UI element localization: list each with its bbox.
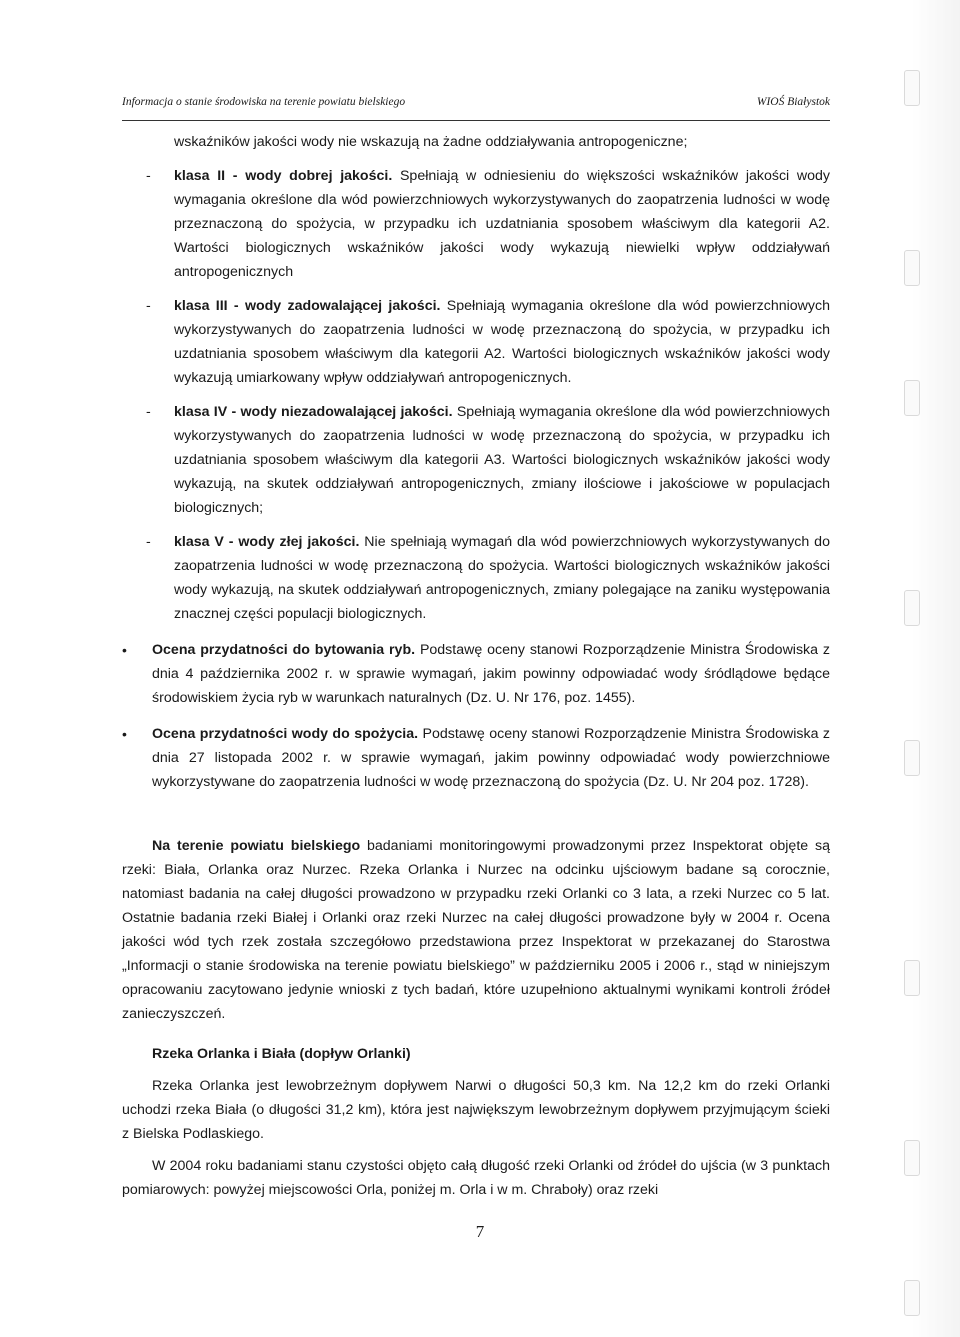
page-edge-shadow: [912, 0, 960, 1337]
binder-hole: [904, 1280, 920, 1316]
page-header: [122, 92, 830, 121]
binder-hole: [904, 70, 920, 106]
binder-hole: [904, 380, 920, 416]
class-list-item: [122, 294, 830, 390]
intro-line: wskaźników jakości wody nie wskazują na żadne oddziaływania antropogeniczne;: [174, 134, 688, 150]
binder-hole: [904, 250, 920, 286]
assessment-bullet: [122, 638, 830, 710]
dash-marker: -: [146, 534, 151, 550]
page-number: 7: [475, 1222, 485, 1241]
subheading: Rzeka Orlanka i Biała (dopływ Orlanki): [152, 1046, 411, 1062]
class-description: Spełniają wymagania określone dla wód powierzchniowych wykorzystywanych do zaopatrzenia ludności w wodę przeznaczoną do spożycia, w przypadku ich uzdatniania sposobem właściwym dla kategorii A2. Wartości biologicznych wskaźników jakości wody wykazują umiarkowany wpływ oddziaływań antropogenicznych.: [174, 298, 830, 386]
bullet-title: Ocena przydatności wody do spożycia.: [152, 726, 419, 742]
class-list-item: [122, 530, 830, 626]
class-description: Spełniają w odniesieniu do większości wskaźników jakości wody wymagania określone dla wód powierzchniowych wykorzystywanych do zaopatrzenia ludności w wodę przeznaczoną do spożycia, w przypadku ich uzdatniania sposobem właściwym dla kategorii A2. Wartości biologicznych wskaźników jakości wody wykazują niewielki wpływ oddziaływań antropogenicznych: [174, 168, 831, 280]
header-title: Informacja o stanie środowiska na terenie powiatu bielskiego: [122, 96, 406, 108]
dash-marker: -: [146, 298, 151, 314]
document-body: [122, 130, 830, 1202]
class-title: klasa IV - wody niezadowalającej jakości.: [174, 404, 453, 420]
class-title: klasa V - wody złej jakości.: [174, 534, 360, 550]
assessment-bullet: [122, 722, 830, 794]
section-paragraph: [122, 834, 830, 1026]
class-title: klasa III - wody zadowalającej jakości.: [174, 298, 441, 314]
binder-hole: [904, 740, 920, 776]
class-title: klasa II - wody dobrej jakości.: [174, 168, 393, 184]
binder-hole: [904, 590, 920, 626]
bullet-marker: •: [122, 642, 127, 658]
class-list-item: [122, 164, 830, 284]
binder-hole: [904, 960, 920, 996]
dash-marker: -: [146, 168, 151, 184]
bullet-title: Ocena przydatności do bytowania ryb.: [152, 642, 416, 658]
binder-hole: [904, 1140, 920, 1176]
bullet-description: Podstawę oceny stanowi Rozporządzenie Ministra Środowiska z dnia 27 listopada 2002 r. w sprawie wymagań, jakim powinny odpowiadać wody powierzchniowe wykorzystywane do zaopatrzenia ludności w wodę przeznaczoną do spożycia (Dz. U. Nr 204 poz. 1728).: [152, 726, 830, 790]
class-list-item: [122, 400, 830, 520]
class-description: Nie spełniają wymagań dla wód powierzchniowych wykorzystywanych do zaopatrzenia ludności w wodę przeznaczoną do spożycia. Wartości biologicznych wskaźników jakości wody wykazują, na skutek oddziaływań antropogenicznych, zmiany polegające na zaniku występowania znacznej części populacji biologicznych.: [174, 534, 830, 622]
bullet-description: Podstawę oceny stanowi Rozporządzenie Ministra Środowiska z dnia 4 października 2002 r. w sprawie wymagań, jakim powinny odpowiadać wody śródlądowe będące środowiskiem życia ryb w warunkach naturalnych (Dz. U. Nr 176, poz. 1455).: [152, 642, 830, 706]
bullet-marker: •: [122, 726, 127, 742]
survey-2004-paragraph: W 2004 roku badaniami stanu czystości objęto całą długość rzeki Orlanki od źródeł do ujścia (w 3 punktach pomiarowych: powyżej miejscowości Orla, poniżej m. Orla i w m. Chraboły) oraz rzeki: [122, 1158, 830, 1198]
class-description: Spełniają wymagania określone dla wód powierzchniowych wykorzystywanych do zaopatrzenia ludności w wodę przeznaczoną do spożycia, w przypadku ich uzdatniania sposobem właściwym dla kategorii A3. Wartości biologicznych wskaźników jakości wody wykazują, na skutek oddziaływań antropogenicznych, zmiany ilościowe i jakościowe w populacjach biologicznych;: [174, 404, 830, 516]
header-organization: WIOŚ Białystok: [756, 96, 830, 108]
section-lead: Na terenie powiatu bielskiego: [152, 838, 361, 854]
dash-marker: -: [146, 404, 151, 420]
section-text: badaniami monitoringowymi prowadzonymi przez Inspektorat objęte są rzeki: Biała, Orlanka oraz Nurzec. Rzeka Orlanka i Nurzec na odcinku ujściowym badane są corocznie, natomiast badania na całej długości prowadzono w przypadku rzeki Orlanki co 3 lata, a rzeki Nurzec co 5 lat. Ostatnie badania rzeki Białej i Orlanki oraz rzeki Nurzec na całej długości prowadzone były w 2004 r. Ocena jakości wód tych rzek została szczegółowo przedstawiona przez Inspektorat w przekazanej do Starostwa „Informacji o stanie środowiska na terenie powiatu bielskiego” w październiku 2005 i 2006 r., stąd w niniejszym opracowaniu zacytowano jedynie wnioski z tych badań, które uzupełniono aktualnymi wynikami kontroli źródeł zanieczyszczeń.: [122, 838, 830, 1022]
orlanka-paragraph: Rzeka Orlanka jest lewobrzeżnym dopływem Narwi o długości 50,3 km. Na 12,2 km do rzeki Orlanki uchodzi rzeka Biała (o długości 31,2 km), która jest największym lewobrzeżnym dopływem przyjmującym ścieki z Bielska Podlaskiego.: [122, 1078, 830, 1142]
